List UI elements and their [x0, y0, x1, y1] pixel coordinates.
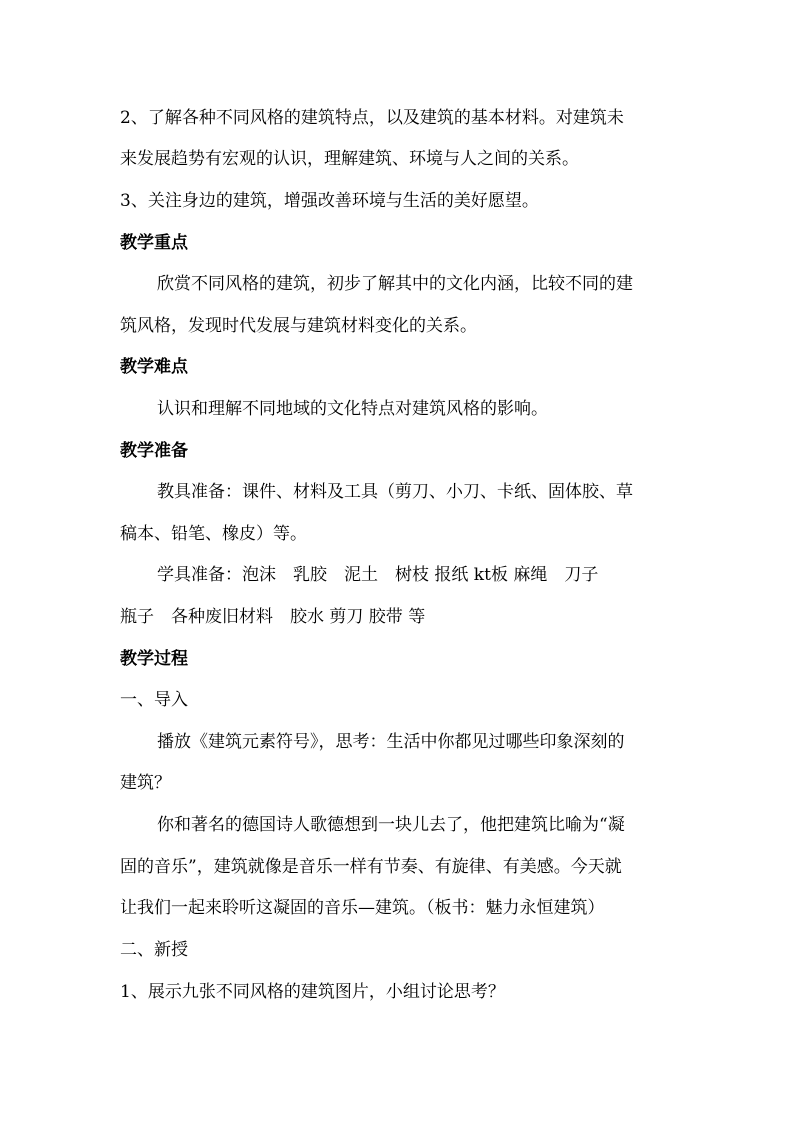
paragraph-line: 教具准备：课件、材料及工具（剪刀、小刀、卡纸、固体胶、草: [157, 482, 633, 502]
objective-line: 来发展趋势有宏观的认识，理解建筑、环境与人之间的关系。: [120, 149, 579, 169]
paragraph-line: 认识和理解不同地域的文化特点对建筑风格的影响。: [157, 399, 548, 419]
objective-line: 2、了解各种不同风格的建筑特点，以及建筑的基本材料。对建筑未: [120, 108, 624, 128]
paragraph-line: 欣赏不同风格的建筑，初步了解其中的文化内涵，比较不同的建: [157, 274, 633, 294]
paragraph-line: 让我们一起来聆听这凝固的音乐—建筑。（板书：魅力永恒建筑）: [120, 898, 605, 918]
preparation-heading: 教学准备: [120, 441, 188, 461]
process-heading: 教学过程: [120, 649, 188, 669]
paragraph-line: 建筑？: [120, 773, 171, 793]
paragraph-line: 筑风格，发现时代发展与建筑材料变化的关系。: [120, 316, 477, 336]
paragraph-line: 播放《建筑元素符号》，思考：生活中你都见过哪些印象深刻的: [157, 732, 625, 752]
paragraph-line: 瓶子 各种废旧材料 胶水 剪刀 胶带 等: [120, 607, 426, 627]
paragraph-line: 你和著名的德国诗人歌德想到一块儿去了，他把建筑比喻为“凝: [157, 815, 625, 835]
section-title: 一、导入: [120, 690, 188, 710]
paragraph-line: 学具准备：泡沫 乳胶 泥土 树枝 报纸 kt板 麻绳 刀子: [157, 565, 599, 585]
key-points-heading: 教学重点: [120, 233, 188, 253]
paragraph-line: 稿本、铅笔、橡皮）等。: [120, 524, 307, 544]
section-title: 二、新授: [120, 940, 188, 960]
difficulties-heading: 教学难点: [120, 357, 188, 377]
paragraph-line: 1、展示九张不同风格的建筑图片，小组讨论思考？: [120, 982, 505, 1002]
paragraph-line: 固的音乐”，建筑就像是音乐一样有节奏、有旋律、有美感。今天就: [120, 857, 622, 877]
objective-line: 3、关注身边的建筑，增强改善环境与生活的美好愿望。: [120, 191, 539, 211]
